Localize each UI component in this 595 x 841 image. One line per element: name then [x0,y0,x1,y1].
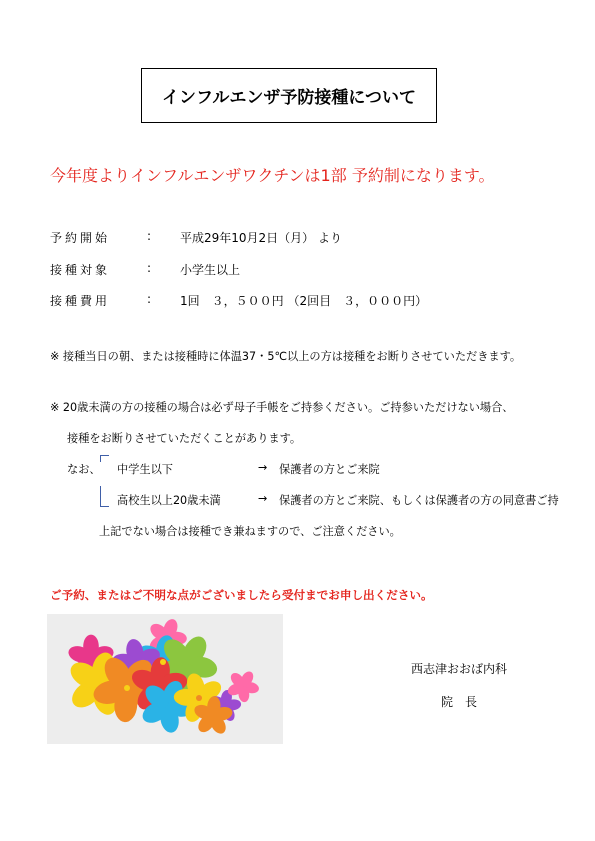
caution-text: 上記でない場合は接種でき兼ねますので、ご注意ください。 [99,525,401,538]
flower-illustration [47,614,283,744]
detail-label-fee: 接種費用 [50,294,111,308]
detail-value-start: 平成29年10月2日（月） より [180,231,342,245]
detail-colon: : [147,292,152,306]
bracket-bottom [100,486,109,507]
case-arrow: → [258,492,268,505]
flowers-image [47,614,283,744]
detail-value-fee: 1回 ３，５００円 （2回目 ３，０００円） [180,294,428,308]
bracket-top [100,455,109,462]
case-req-junior: 保護者の方とご来院 [279,463,380,476]
detail-label-start: 予約開始 [50,231,111,245]
detail-colon: : [147,229,152,243]
case-who-junior: 中学生以下 [117,463,173,476]
case-who-senior: 高校生以上20歳未満 [117,494,221,507]
note-temperature: ※ 接種当日の朝、または接種時に体温37・5℃以上の方は接種をお断りさせていただきます。 [50,350,522,363]
case-req-senior: 保護者の方とご来院、もしくは保護者の方の同意書ご持 [279,494,559,507]
detail-value-target: 小学生以上 [180,263,241,277]
title-box [141,68,437,123]
reservation-notice: 今年度よりインフルエンザワクチンは1部 予約制になります。 [50,166,495,185]
case-arrow: → [258,461,268,474]
detail-colon: : [147,261,152,275]
nao-label: なお、 [67,463,101,476]
note-handbook-line2: 接種をお断りさせていただくことがあります。 [67,432,302,445]
director-title: 院 長 [441,695,478,709]
page-title: インフルエンザ予防接種について [162,88,416,108]
detail-label-target: 接種対象 [50,263,111,277]
note-handbook-line1: ※ 20歳未満の方の接種の場合は必ず母子手帳をご持参ください。ご持参いただけない場合、 [50,401,514,414]
clinic-name: 西志津おおば内科 [411,662,508,676]
contact-notice: ご予約、またはご不明な点がございましたら受付までお申し出ください。 [50,588,433,602]
